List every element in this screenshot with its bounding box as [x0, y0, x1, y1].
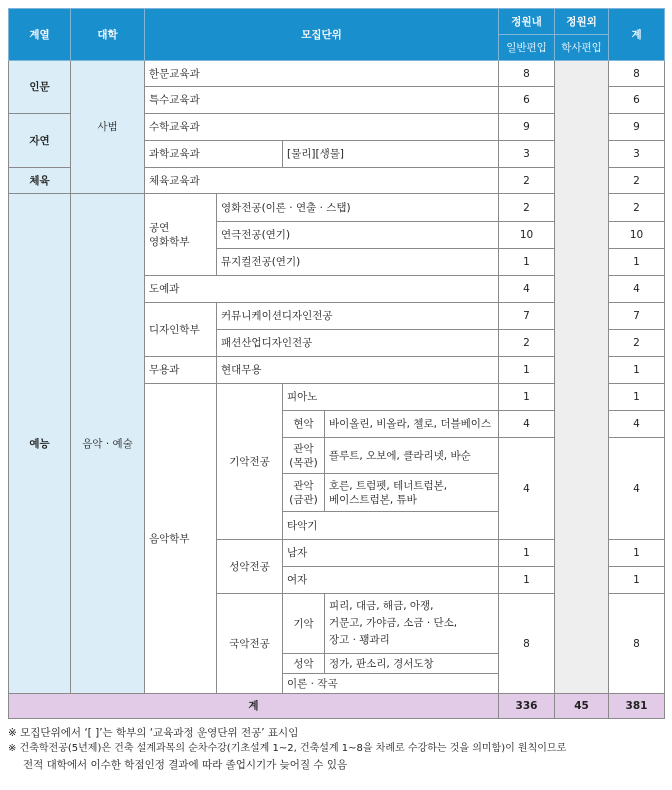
- in-quota-value: 10: [499, 222, 555, 249]
- total-in-quota: 336: [499, 694, 555, 719]
- header-row-1: [9, 9, 665, 35]
- group-design: 디자인학부: [145, 303, 217, 357]
- unit-woodwind: 플루트, 오보에, 클라리넷, 바순: [325, 438, 499, 474]
- grand-total: 381: [609, 694, 665, 719]
- in-quota-value: 4: [499, 276, 555, 303]
- total-value: 1: [609, 567, 665, 594]
- unit-modern-dance: 현대무용: [217, 357, 499, 384]
- in-quota-value: 4: [499, 411, 555, 438]
- total-value: 4: [609, 438, 665, 540]
- header-college: 대학: [71, 9, 145, 61]
- in-quota-value: 2: [499, 194, 555, 222]
- label-giak: 기악: [283, 594, 325, 654]
- total-value: 1: [609, 540, 665, 567]
- unit-fashion: 패션산업디자인전공: [217, 330, 499, 357]
- unit-comm-design: 커뮤니케이션디자인전공: [217, 303, 499, 330]
- label-brass: 관악 (금관): [283, 474, 325, 512]
- unit-piano: 피아노: [283, 384, 499, 411]
- unit-film: 영화전공(이론 · 연출 · 스탭): [217, 194, 499, 222]
- in-quota-value: 7: [499, 303, 555, 330]
- label-seongak: 성악: [283, 654, 325, 674]
- unit-female: 여자: [283, 567, 499, 594]
- unit-hanmun: 한문교육과: [145, 61, 499, 87]
- total-value: 9: [609, 114, 665, 141]
- header-unit: 모집단위: [145, 9, 499, 61]
- footnotes: [8, 725, 664, 773]
- total-value: 2: [609, 194, 665, 222]
- header-bachelor-transfer: 학사편입: [555, 35, 609, 61]
- college-music-arts: 음악 · 예술: [71, 194, 145, 694]
- in-quota-value: 4: [499, 438, 555, 540]
- label-woodwind: 관악 (목관): [283, 438, 325, 474]
- total-value: 2: [609, 168, 665, 194]
- unit-musical: 뮤지컬전공(연기): [217, 249, 499, 276]
- total-value: 1: [609, 357, 665, 384]
- college-education: 사범: [71, 61, 145, 194]
- unit-ceramics: 도예과: [145, 276, 499, 303]
- unit-teuksu: 특수교육과: [145, 87, 499, 114]
- total-out-quota: 45: [555, 694, 609, 719]
- admission-quota-table: [8, 8, 665, 719]
- major-instrumental: 기악전공: [217, 384, 283, 540]
- unit-suhak: 수학교육과: [145, 114, 499, 141]
- unit-gwahak-track: [물리][생물]: [283, 141, 499, 168]
- category-humanities: 인문: [9, 61, 71, 114]
- total-value: 10: [609, 222, 665, 249]
- in-quota-value: 1: [499, 384, 555, 411]
- unit-acting: 연극전공(연기): [217, 222, 499, 249]
- unit-cheyuk: 체육교육과: [145, 168, 499, 194]
- in-quota-value: 1: [499, 249, 555, 276]
- label-strings: 현악: [283, 411, 325, 438]
- total-value: 2: [609, 330, 665, 357]
- unit-theory: 이론 · 작곡: [283, 674, 499, 694]
- total-value: 7: [609, 303, 665, 330]
- total-row: [9, 694, 665, 719]
- in-quota-value: 2: [499, 330, 555, 357]
- total-value: 8: [609, 594, 665, 694]
- in-quota-value: 8: [499, 61, 555, 87]
- total-value: 6: [609, 87, 665, 114]
- unit-percussion: 타악기: [283, 512, 499, 540]
- header-total: 계: [609, 9, 665, 61]
- total-value: 4: [609, 411, 665, 438]
- unit-male: 남자: [283, 540, 499, 567]
- unit-gwahak: 과학교육과: [145, 141, 283, 168]
- in-quota-value: 8: [499, 594, 555, 694]
- total-value: 1: [609, 384, 665, 411]
- admission-table-sheet: [8, 8, 664, 773]
- in-quota-value: 1: [499, 357, 555, 384]
- category-science: 자연: [9, 114, 71, 168]
- total-value: 8: [609, 61, 665, 87]
- in-quota-value: 1: [499, 567, 555, 594]
- in-quota-value: 3: [499, 141, 555, 168]
- total-value: 1: [609, 249, 665, 276]
- unit-brass: 호른, 트럼펫, 테너트럼본, 베이스트럼본, 튜바: [325, 474, 499, 512]
- in-quota-value: 9: [499, 114, 555, 141]
- group-music: 음악학부: [145, 384, 217, 694]
- unit-seongak: 정가, 판소리, 경서도창: [325, 654, 499, 674]
- category-arts: 예능: [9, 194, 71, 694]
- header-in-quota: 정원내: [499, 9, 555, 35]
- footnote-brackets: ※ 모집단위에서 ‘[ ]’는 학부의 ‘교육과정 운영단위 전공’ 표시임: [8, 727, 299, 739]
- total-label: 계: [9, 694, 499, 719]
- major-vocal: 성악전공: [217, 540, 283, 594]
- group-performing-film: 공연 영화학부: [145, 194, 217, 276]
- total-value: 3: [609, 141, 665, 168]
- in-quota-value: 6: [499, 87, 555, 114]
- header-out-quota: 정원외: [555, 9, 609, 35]
- unit-giak: 피리, 대금, 해금, 아쟁, 거문고, 가야금, 소금 · 단소, 장고 · 꽹과리: [325, 594, 499, 654]
- total-value: 4: [609, 276, 665, 303]
- footnote-architecture-cont: 전적 대학에서 이수한 학점인정 결과에 따라 졸업시기가 늦어질 수 있음: [23, 759, 348, 771]
- header-category: 계열: [9, 9, 71, 61]
- footnote-architecture: ※ 건축학전공(5년제)은 건축 설계과목의 순차수강(기초설계 1~2, 건축설계 1~8을 차례로 수강하는 것을 의미함)이 원칙이므로: [8, 743, 567, 754]
- group-dance: 무용과: [145, 357, 217, 384]
- table-row: [9, 61, 665, 87]
- header-general-transfer: 일반편입: [499, 35, 555, 61]
- unit-strings: 바이올린, 비올라, 첼로, 더블베이스: [325, 411, 499, 438]
- out-quota-empty: [555, 61, 609, 694]
- in-quota-value: 2: [499, 168, 555, 194]
- major-korean-music: 국악전공: [217, 594, 283, 694]
- in-quota-value: 1: [499, 540, 555, 567]
- category-sports: 체육: [9, 168, 71, 194]
